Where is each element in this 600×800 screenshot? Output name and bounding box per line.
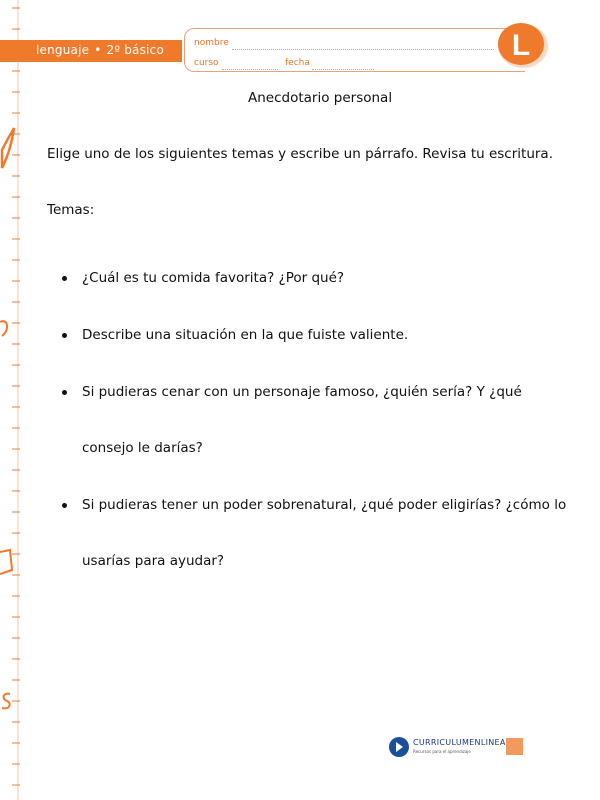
topic-item: ¿Cuál es tu comida favorita? ¿Por qué? [82, 270, 345, 286]
course-label: curso [194, 58, 219, 68]
topic-item-continuation: usarías para ayudar? [82, 553, 225, 569]
grade-label: 2º básico [106, 43, 164, 57]
logo-text: CURRICULUMENLINEA [413, 738, 506, 747]
subject-label [36, 43, 164, 57]
topics-heading: Temas: [47, 202, 95, 218]
student-info-box [184, 28, 525, 72]
bullet-icon [62, 276, 67, 281]
subject-name: lenguaje [36, 43, 90, 57]
logo-accent-square [506, 738, 523, 755]
topic-item-continuation: consejo le darías? [82, 440, 203, 456]
subject-badge-icon [494, 20, 550, 70]
margin-decoration [0, 0, 24, 800]
bullet-icon [62, 503, 67, 508]
name-field[interactable] [232, 48, 494, 50]
name-label: nombre [194, 38, 229, 48]
curriculum-logo-icon [388, 736, 410, 758]
topic-item: Si pudieras tener un poder sobrenatural, ¿qué poder eligirías? ¿cómo lo [82, 497, 567, 513]
instruction-text: Elige uno de los siguientes temas y escribe un párrafo. Revisa tu escritura. [47, 146, 553, 162]
course-field[interactable] [222, 68, 278, 70]
date-label: fecha [285, 58, 310, 68]
bullet-icon [62, 390, 67, 395]
bullet-icon [62, 333, 67, 338]
topic-item: Describe una situación en la que fuiste valiente. [82, 327, 409, 343]
badge-letter: L [511, 29, 531, 62]
logo-tagline: Recursos para el aprendizaje [413, 749, 471, 754]
topic-item: Si pudieras cenar con un personaje famoso, ¿quién sería? Y ¿qué [82, 384, 522, 400]
subject-separator: • [94, 43, 102, 57]
date-field[interactable] [312, 68, 374, 70]
document-title: Anecdotario personal [248, 90, 393, 106]
